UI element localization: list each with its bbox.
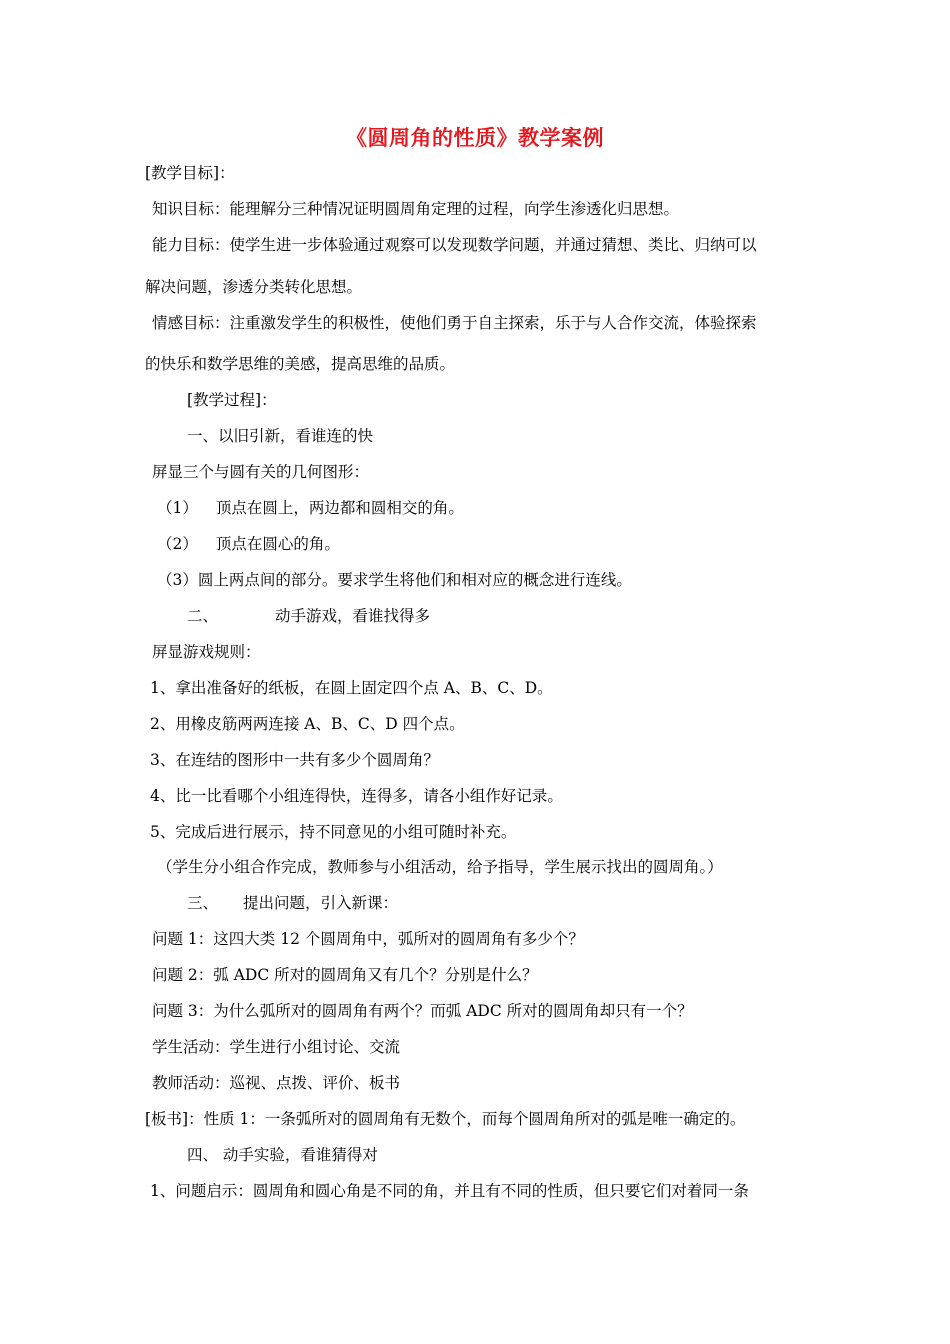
game-rule-2: 2、用橡皮筋两两连接 A、B、C、D 四个点。 (150, 715, 465, 733)
figure-item-1-number: （1） (157, 499, 198, 517)
ability-objective-line2: 解决问题，渗透分类转化思想。 (145, 278, 363, 296)
section-2-title: 动手游戏，看谁找得多 (275, 607, 431, 625)
emotion-objective-line1: 情感目标：注重激发学生的积极性，使他们勇于自主探索，乐于与人合作交流，体验探索 (152, 314, 757, 332)
process-heading: [教学过程]： (187, 391, 277, 409)
knowledge-objective: 知识目标：能理解分三种情况证明圆周角定理的过程，向学生渗透化归思想。 (152, 200, 680, 218)
game-rule-1: 1、拿出准备好的纸板，在圆上固定四个点 A、B、C、D。 (150, 679, 553, 697)
objectives-heading: [教学目标]： (145, 164, 235, 182)
figure-item-2-text: 顶点在圆心的角。 (215, 535, 340, 553)
section-3-title: 提出问题，引入新课： (243, 894, 399, 912)
section-4-heading: 四、 动手实验，看谁猜得对 (187, 1146, 378, 1164)
screen-figures-intro: 屏显三个与圆有关的几何图形： (152, 463, 370, 481)
problem-hint: 1、问题启示：圆周角和圆心角是不同的角，并且有不同的性质，但只要它们对着同一条 (150, 1182, 749, 1200)
student-activity: 学生活动：学生进行小组讨论、交流 (152, 1038, 401, 1056)
board-note: [板书]：性质 1：一条弧所对的圆周角有无数个，而每个圆周角所对的弧是唯一确定的。 (145, 1110, 746, 1128)
section-3-heading (187, 893, 398, 913)
emotion-objective-line2: 的快乐和数学思维的美感，提高思维的品质。 (145, 355, 456, 373)
figure-item-1-text: 顶点在圆上，两边都和圆相交的角。 (215, 499, 464, 517)
game-rule-4: 4、比一比看哪个小组连得快，连得多，请各小组作好记录。 (150, 787, 563, 805)
section-2-heading (187, 606, 430, 626)
figure-item-3: （3）圆上两点间的部分。要求学生将他们和相对应的概念进行连线。 (157, 571, 632, 589)
figure-item-2 (157, 534, 340, 554)
ability-objective-line1: 能力目标：使学生进一步体验通过观察可以发现数学问题，并通过猜想、类比、归纳可以 (152, 236, 757, 254)
section-3-number: 三、 (187, 894, 219, 912)
question-3: 问题 3：为什么弧所对的圆周角有两个？而弧 ADC 所对的圆周角却只有一个？ (152, 1002, 693, 1020)
question-1: 问题 1：这四大类 12 个圆周角中，弧所对的圆周角有多少个？ (152, 930, 584, 948)
game-rule-5: 5、完成后进行展示，持不同意见的小组可随时补充。 (150, 823, 517, 841)
game-rule-3: 3、在连结的图形中一共有多少个圆周角？ (150, 751, 439, 769)
question-2: 问题 2：弧 ADC 所对的圆周角又有几个？分别是什么？ (152, 966, 538, 984)
game-rules-intro: 屏显游戏规则： (152, 643, 261, 661)
figure-item-2-number: （2） (157, 535, 198, 553)
teacher-activity: 教师活动：巡视、点拨、评价、板书 (152, 1074, 401, 1092)
section-1-heading: 一、以旧引新，看谁连的快 (187, 427, 374, 445)
section-2-number: 二、 (187, 607, 219, 625)
document-title: 《圆周角的性质》教学案例 (346, 126, 604, 150)
activity-note: （学生分小组合作完成，教师参与小组活动，给予指导，学生展示找出的圆周角。） (157, 858, 723, 876)
figure-item-1 (157, 498, 464, 518)
